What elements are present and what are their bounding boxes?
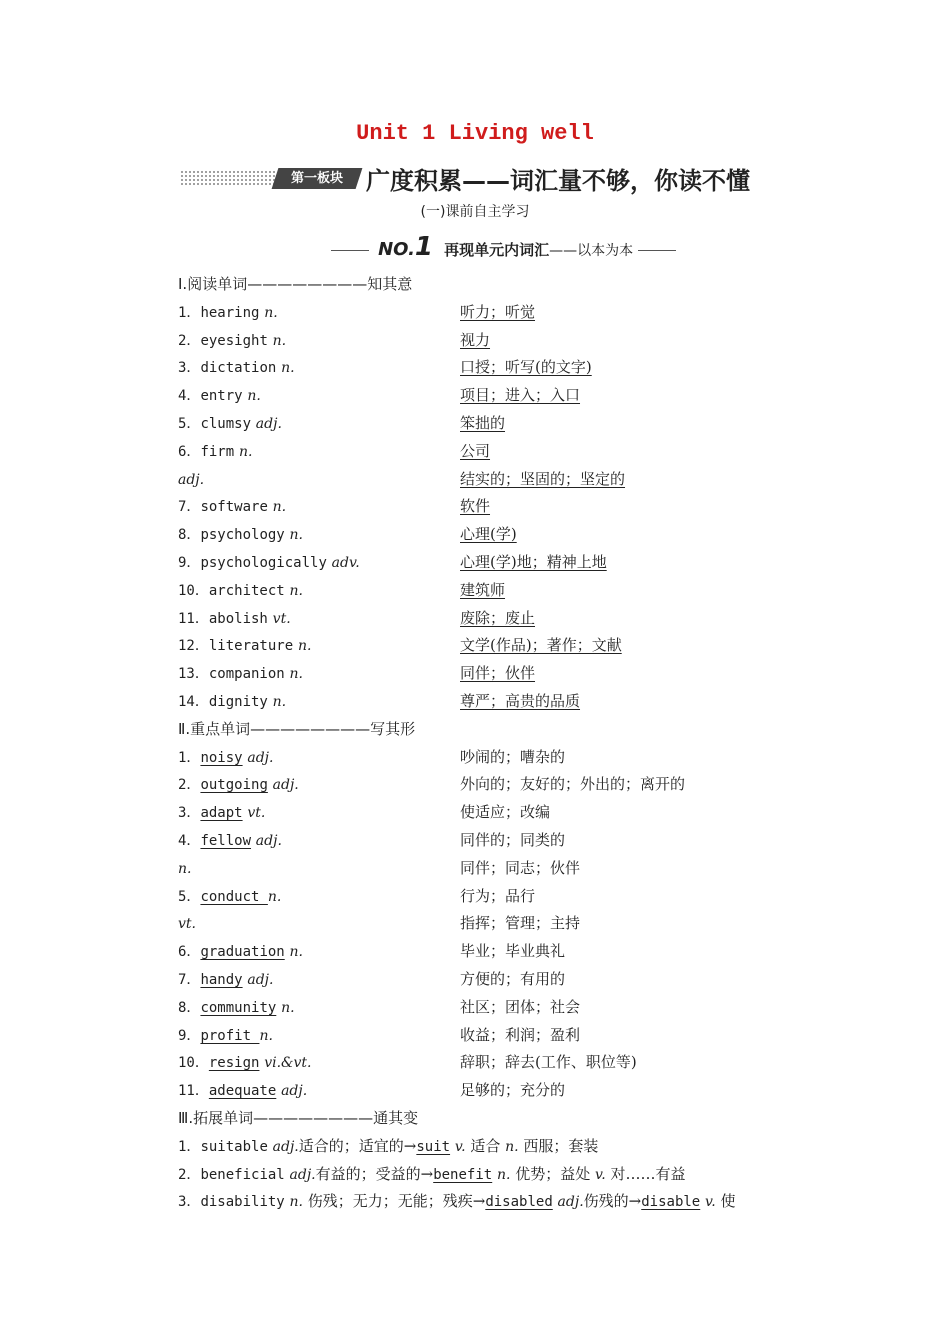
key-word-pos: adj. <box>255 833 282 849</box>
reading-word-row <box>178 660 303 686</box>
extended-derived-pos-2: v. <box>595 1166 606 1183</box>
key-word-num: 2． <box>178 777 201 794</box>
reading-word-num: 1． <box>178 304 201 321</box>
key-word-row <box>178 744 273 770</box>
reading-word-row <box>178 577 303 603</box>
extended-derived-pos-2: n. <box>505 1138 519 1155</box>
key-word-row <box>178 827 282 853</box>
section-banner <box>180 161 750 195</box>
key-word-meaning: 吵闹的；嘈杂的 <box>460 747 566 766</box>
reading-word-num: 5． <box>178 416 201 432</box>
key-word-num: 5． <box>178 888 201 905</box>
reading-word-pos: adj. <box>255 416 282 432</box>
key-word-meaning: 社区；团体；社会 <box>460 997 581 1016</box>
extended-meaning: 适合的；适宜的→ <box>298 1136 417 1155</box>
reading-word-word: dignity <box>208 694 268 710</box>
key-word-meaning: 行为；品行 <box>460 886 536 905</box>
key-word-num: 9． <box>178 1027 201 1044</box>
key-word-word: adapt <box>200 805 243 822</box>
extended-row <box>178 1161 686 1187</box>
reading-word-num: 13． <box>178 666 209 683</box>
reading-word-word: hearing <box>200 304 260 321</box>
reading-word-meaning: 视力 <box>460 330 491 349</box>
extended-derived-meaning-2: 西服；套装 <box>518 1136 599 1155</box>
reading-word-pos: adj. <box>178 471 205 488</box>
reading-word-num: 3． <box>178 360 201 377</box>
reading-word-word: architect <box>208 582 285 599</box>
key-word-num: 8． <box>178 999 201 1016</box>
key-word-pos: adj. <box>247 749 274 766</box>
key-word-num: 1． <box>178 749 201 766</box>
key-word-word: graduation <box>200 944 285 961</box>
extended-num: 3． <box>178 1194 201 1211</box>
reading-word-pos: n. <box>272 332 287 349</box>
reading-word-pos: n. <box>297 638 312 655</box>
key-word-word: adequate <box>208 1083 277 1100</box>
key-word-row <box>178 938 303 964</box>
reading-word-pos: n. <box>238 443 253 460</box>
key-word-row <box>178 910 196 936</box>
reading-word-word: abolish <box>208 610 268 627</box>
reading-word-pos: n. <box>264 304 278 321</box>
key-word-num: 3． <box>178 805 201 822</box>
reading-word-meaning: 废除；废止 <box>460 608 536 627</box>
key-word-pos: vi.&vt. <box>264 1055 312 1072</box>
key-word-word: fellow <box>200 833 252 849</box>
reading-word-pos: n. <box>289 582 303 599</box>
extended-derived-meaning: 伤残的→ <box>583 1192 642 1211</box>
key-word-row <box>178 994 295 1020</box>
reading-word-row <box>178 299 278 325</box>
banner-heading: 广度积累——词汇量不够，你读不懂 <box>366 167 750 195</box>
reading-word-row <box>178 382 261 408</box>
reading-word-num: 11． <box>178 610 209 627</box>
key-word-row <box>178 771 299 797</box>
reading-word-word: dictation <box>200 360 277 377</box>
reading-word-row <box>178 605 291 631</box>
key-word-meaning: 毕业；毕业典礼 <box>460 942 566 961</box>
reading-word-word: literature <box>208 638 294 655</box>
reading-word-row <box>178 410 282 436</box>
key-word-num: 7． <box>178 972 201 988</box>
extended-row <box>178 1188 736 1214</box>
extended-derived-word: benefit <box>433 1166 493 1183</box>
extended-derived-meaning-2: 对……有益 <box>605 1164 686 1183</box>
reading-word-pos: n. <box>272 499 287 516</box>
extended-derived-pos: n. <box>497 1166 511 1183</box>
extended-derived-meaning-2: 使 <box>715 1192 736 1211</box>
reading-word-num: 14． <box>178 694 209 710</box>
reading-word-num: 10． <box>178 582 209 599</box>
reading-word-meaning: 结实的；坚固的；坚定的 <box>460 469 626 488</box>
reading-word-num: 6． <box>178 443 201 460</box>
extended-derived-pos: adj. <box>557 1194 584 1211</box>
extended-word: disability <box>200 1194 285 1211</box>
key-word-pos: adj. <box>247 972 274 988</box>
reading-word-word: entry <box>200 388 243 405</box>
extended-num: 2． <box>178 1166 201 1183</box>
reading-word-meaning: 文学(作品)；著作；文献 <box>460 636 622 655</box>
key-word-meaning: 指挥；管理；主持 <box>460 914 581 933</box>
reading-word-row <box>178 438 252 464</box>
key-word-meaning: 使适应；改编 <box>460 803 551 822</box>
no1-title: 再现单元内词汇 <box>444 241 550 259</box>
key-word-pos: n. <box>281 999 295 1016</box>
key-word-meaning: 辞职；辞去(工作、职位等) <box>460 1053 637 1072</box>
extended-derived-pos: v. <box>454 1138 466 1155</box>
reading-word-meaning: 听力；听觉 <box>460 302 536 321</box>
key-word-meaning: 收益；利润；盈利 <box>460 1025 581 1044</box>
reading-word-meaning: 心理(学) <box>460 525 517 544</box>
reading-word-num: 12． <box>178 638 209 655</box>
reading-word-row <box>178 493 286 519</box>
key-word-meaning: 同伴的；同类的 <box>460 831 566 849</box>
dotted-decoration <box>180 170 275 187</box>
extended-pos: adj. <box>272 1138 299 1155</box>
reading-word-row <box>178 549 360 575</box>
key-word-meaning: 足够的；充分的 <box>460 1081 566 1100</box>
reading-word-word: psychologically <box>200 555 327 571</box>
key-word-pos: n. <box>178 860 192 877</box>
reading-word-meaning: 口授；听写(的文字) <box>460 358 592 377</box>
reading-word-word: software <box>200 499 268 516</box>
key-word-num: 4． <box>178 833 201 849</box>
reading-word-pos: vt. <box>272 610 291 627</box>
key-word-pos: n. <box>259 1027 273 1044</box>
reading-word-pos: n. <box>281 360 295 377</box>
reading-word-word: firm <box>200 443 235 460</box>
reading-word-row <box>178 327 286 353</box>
rule-right <box>638 250 676 251</box>
key-word-num: 11． <box>178 1083 209 1100</box>
reading-word-row <box>178 521 303 547</box>
section-key-words: Ⅱ.重点单词————————写其形 <box>178 719 416 738</box>
no-label: NO.1 <box>378 232 433 262</box>
key-word-word: community <box>200 999 277 1016</box>
reading-word-meaning: 笨拙的 <box>460 414 506 432</box>
extended-derived-meaning: 适合 <box>465 1136 506 1155</box>
banner-tag: 第一板块 <box>272 168 363 189</box>
reading-word-meaning: 软件 <box>460 497 491 516</box>
extended-meaning: 伤残；无力；无能；残疾→ <box>302 1192 486 1211</box>
section-extended-words: Ⅲ.拓展单词————————通其变 <box>178 1109 419 1127</box>
reading-word-row <box>178 466 204 492</box>
key-word-row <box>178 966 273 992</box>
extended-word: beneficial <box>200 1166 285 1183</box>
reading-word-num: 2． <box>178 332 201 349</box>
key-word-meaning: 同伴；同志；伙伴 <box>460 858 581 877</box>
reading-word-num: 9． <box>178 555 201 571</box>
extended-num: 1． <box>178 1138 201 1155</box>
reading-word-pos: n. <box>247 388 261 405</box>
reading-word-num: 8． <box>178 527 201 544</box>
key-word-row <box>178 1022 273 1048</box>
no1-sub: ——以本为本 <box>549 243 634 259</box>
key-word-meaning: 外向的；友好的；外出的；离开的 <box>460 775 686 794</box>
key-word-num: 6． <box>178 944 201 961</box>
key-word-word: outgoing <box>200 777 268 794</box>
key-word-word: resign <box>208 1055 260 1072</box>
key-word-num: 10． <box>178 1055 209 1072</box>
key-word-pos: n. <box>289 944 303 961</box>
reading-word-num: 7． <box>178 499 201 516</box>
extended-derived-meaning: 优势；益处 <box>510 1164 596 1183</box>
key-word-row <box>178 1049 312 1075</box>
key-word-row <box>178 883 281 909</box>
key-word-word: handy <box>200 972 243 988</box>
key-word-word: noisy <box>200 749 243 766</box>
key-word-pos: n. <box>267 888 282 905</box>
extended-row <box>178 1133 598 1159</box>
reading-word-meaning: 建筑师 <box>460 580 506 599</box>
reading-word-meaning: 同伴；伙伴 <box>460 664 536 683</box>
extended-derived-pos-2: v. <box>705 1194 716 1211</box>
key-word-word: profit <box>200 1027 260 1044</box>
no1-heading <box>331 232 681 262</box>
reading-word-pos: n. <box>289 527 303 544</box>
extended-word: suitable <box>200 1138 268 1155</box>
rule-left <box>331 250 369 251</box>
key-word-row <box>178 1077 307 1103</box>
reading-word-word: psychology <box>200 527 285 544</box>
extended-derived-word-2: disable <box>641 1194 701 1211</box>
reading-word-word: eyesight <box>200 332 268 349</box>
reading-word-pos: adv. <box>331 555 360 571</box>
subtitle: (一)课前自主学习 <box>420 204 530 220</box>
key-word-row <box>178 799 265 825</box>
reading-word-row <box>178 688 286 714</box>
reading-word-row <box>178 354 295 380</box>
key-word-row <box>178 855 191 881</box>
reading-word-meaning: 心理(学)地；精神上地 <box>460 553 607 571</box>
section-reading-words: Ⅰ.阅读单词————————知其意 <box>178 275 413 293</box>
reading-word-meaning: 尊严；高贵的品质 <box>460 692 581 710</box>
reading-word-meaning: 项目；进入；入口 <box>460 386 581 405</box>
key-word-pos: adj. <box>272 777 299 794</box>
reading-word-word: clumsy <box>200 416 252 432</box>
unit-title: Unit 1 Living well <box>356 121 594 146</box>
extended-derived-word: suit <box>416 1138 451 1155</box>
reading-word-row <box>178 632 311 658</box>
reading-word-pos: n. <box>272 694 287 710</box>
extended-derived-word: disabled <box>485 1194 553 1211</box>
extended-meaning: 有益的；受益的→ <box>315 1164 434 1183</box>
reading-word-meaning: 公司 <box>460 441 491 460</box>
extended-pos: adj. <box>289 1166 316 1183</box>
key-word-pos: adj. <box>281 1083 308 1100</box>
reading-word-pos: n. <box>289 666 303 683</box>
key-word-pos: vt. <box>178 916 196 933</box>
key-word-pos: vt. <box>247 805 266 822</box>
reading-word-word: companion <box>208 666 285 683</box>
key-word-meaning: 方便的；有用的 <box>460 970 566 988</box>
extended-pos: n. <box>289 1194 303 1211</box>
reading-word-num: 4． <box>178 388 201 405</box>
key-word-word: conduct <box>200 888 268 905</box>
